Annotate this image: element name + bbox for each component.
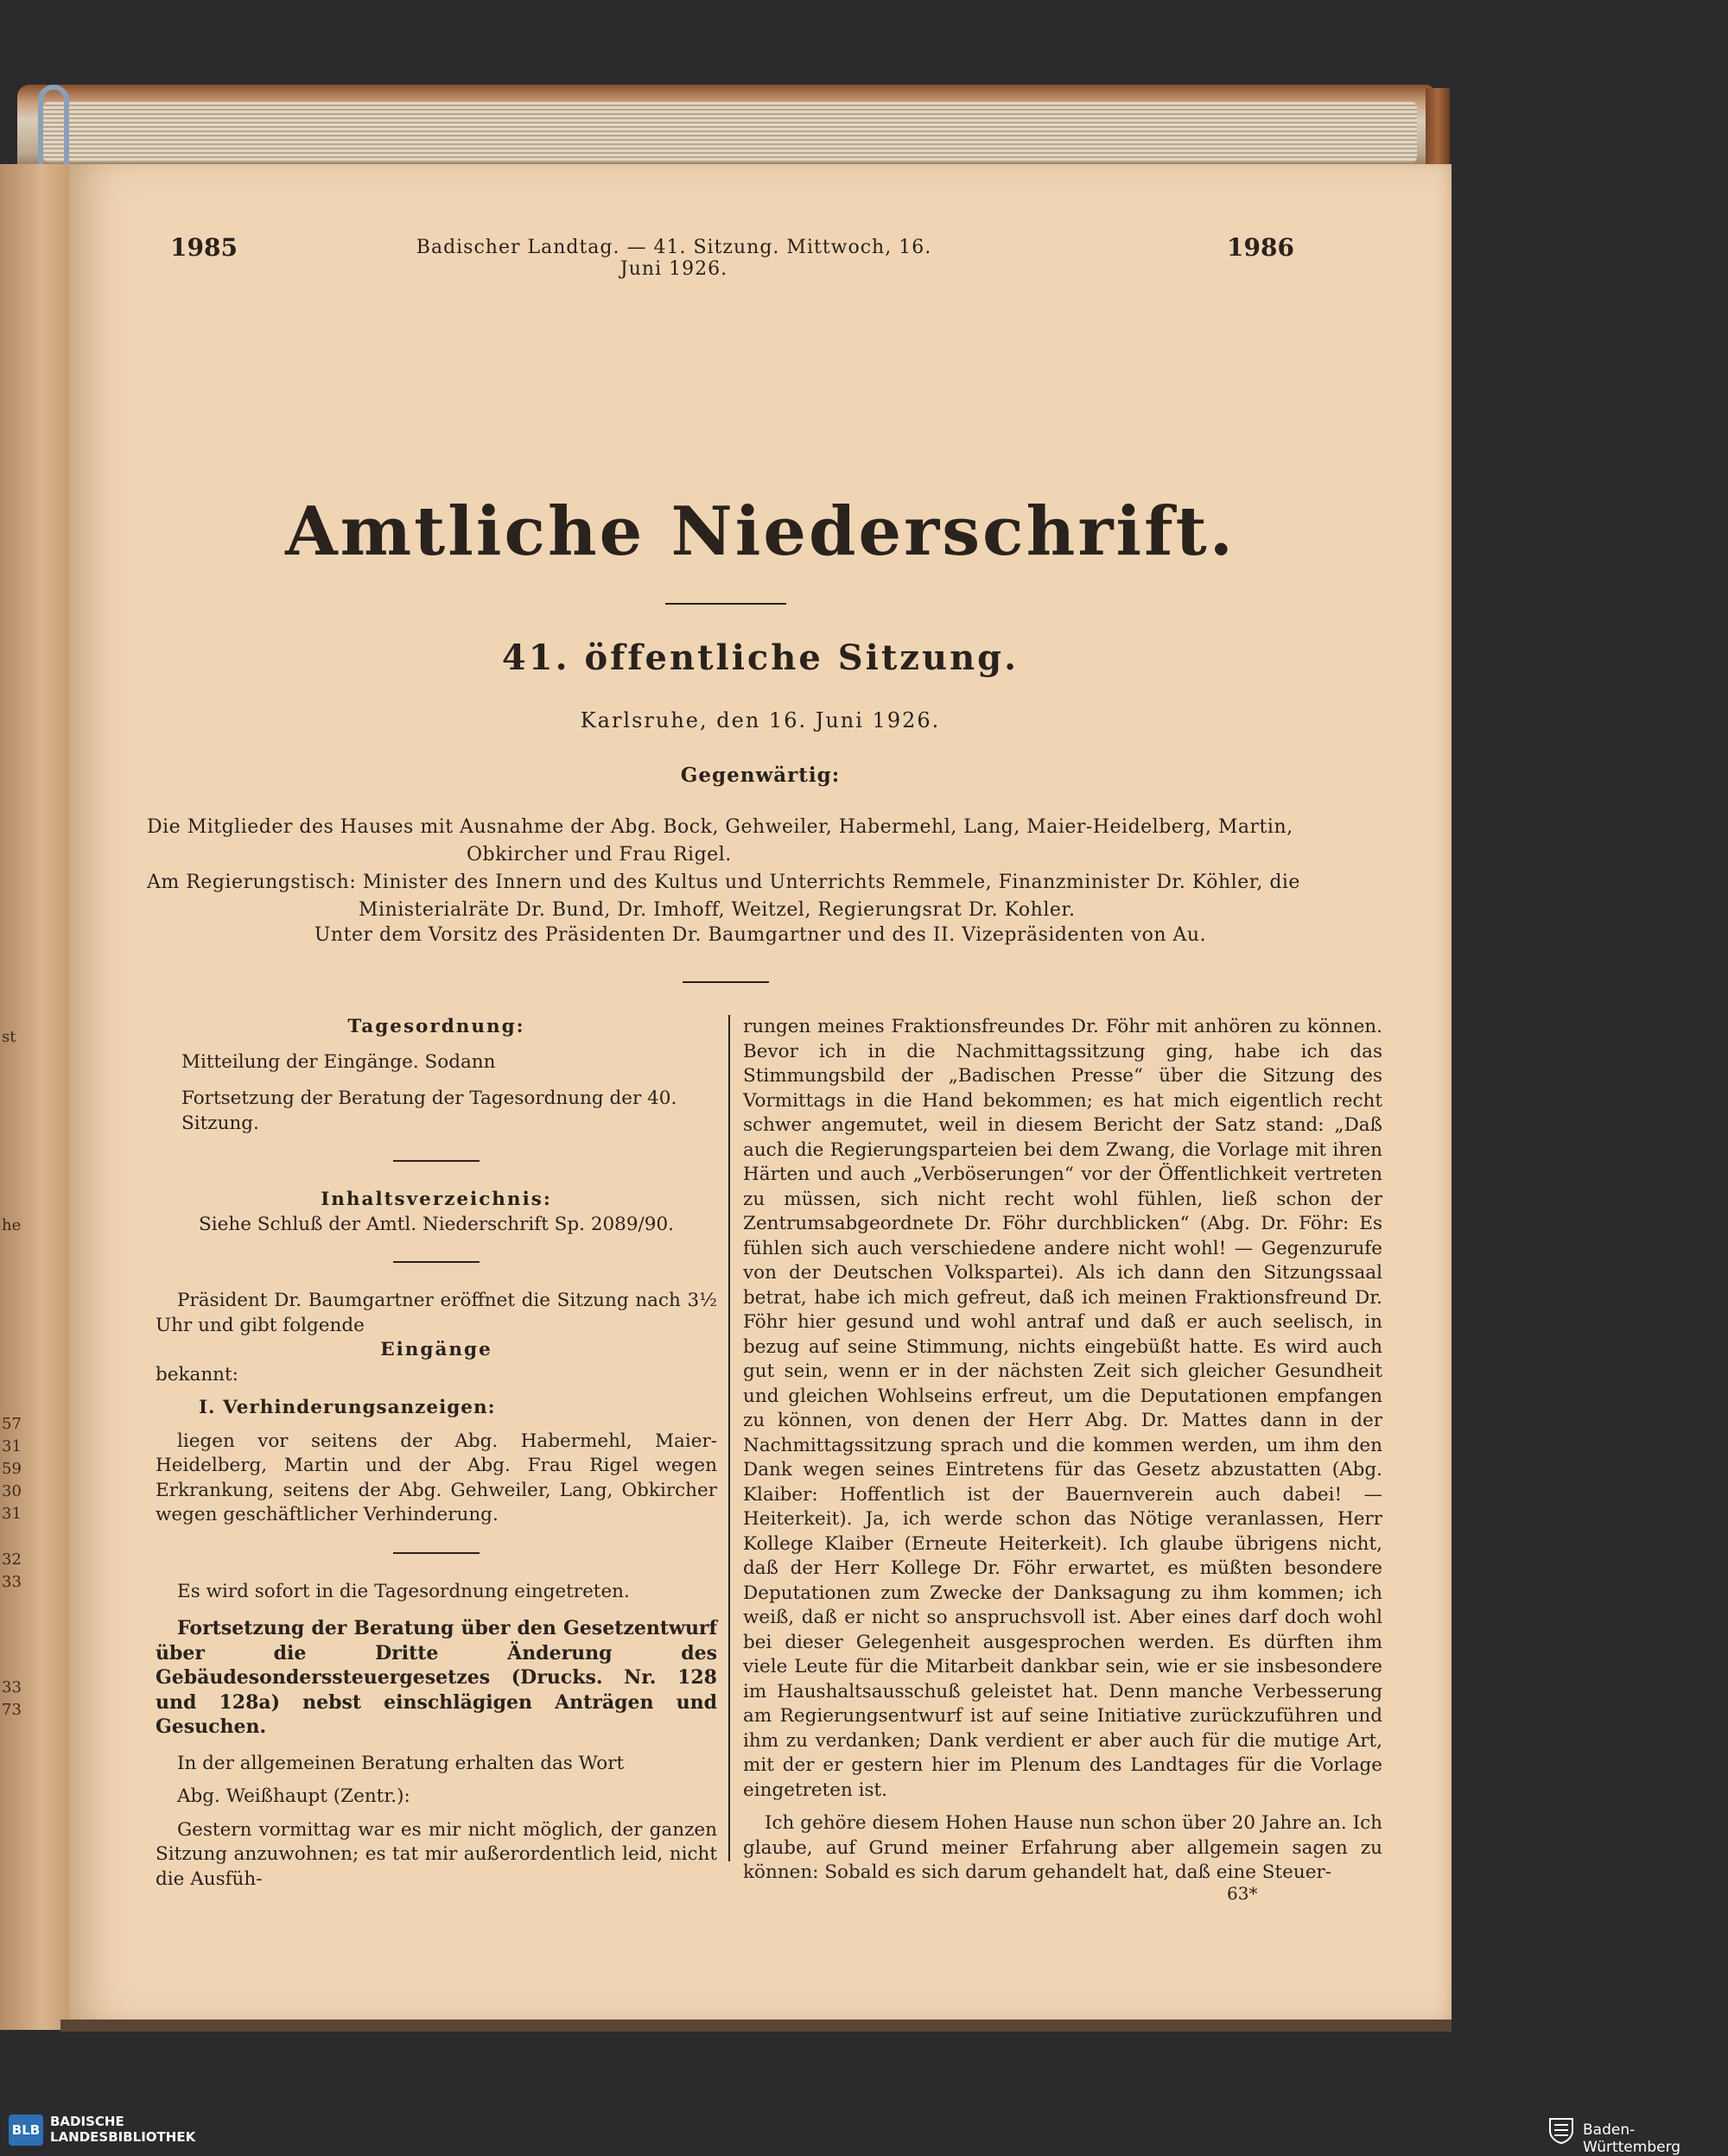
hindrance-text: liegen vor seitens der Abg. Habermehl, Maier-Heidelberg, Martin und der Abg. Frau Rigel wegen Erkrankung, seitens der Abg. Gehweiler, Lang, Obkircher wegen geschäftlicher Verhinderung.: [156, 1430, 717, 1525]
running-head: Badischer Landtag. — 41. Sitzung. Mittwoch, 16. Juni 1926.: [416, 237, 932, 280]
speaker: Abg. Weißhaupt (Zentr.):: [177, 1785, 410, 1807]
right-column: [743, 1015, 1382, 1894]
incoming-heading: Eingänge: [380, 1339, 492, 1360]
document-page: [69, 164, 1452, 2021]
edge-fragment: 30: [2, 1482, 22, 1500]
book-bottom-edge: [60, 2020, 1452, 2032]
place-date: Karlsruhe, den 16. Juni 1926.: [580, 708, 941, 732]
edge-fragment: 31: [2, 1505, 22, 1523]
incoming-after: bekannt:: [156, 1363, 238, 1386]
page-number-right: 1986: [1227, 233, 1294, 262]
edge-fragment: 32: [2, 1550, 22, 1569]
contents-text: Siehe Schluß der Amtl. Niederschrift Sp. 2089/90.: [199, 1213, 674, 1235]
left-page-edge: [0, 164, 73, 2030]
government-bench: [147, 869, 1391, 924]
edge-fragment: 33: [2, 1573, 22, 1591]
divider: [393, 1552, 480, 1554]
contents-heading: Inhaltsverzeichnis:: [321, 1189, 552, 1210]
blb-name[interactable]: [50, 2114, 195, 2145]
general-debate: In der allgemeinen Beratung erhalten das Wort: [177, 1752, 625, 1774]
column-divider: [728, 1015, 730, 1861]
page-stack: [43, 102, 1417, 162]
divider: [393, 1261, 480, 1263]
government-line-2: Ministerialräte Dr. Bund, Dr. Imhoff, Weitzel, Regierungsrat Dr. Kohler.: [359, 899, 1076, 921]
edge-fragment: 57: [2, 1415, 22, 1433]
edge-fragment: 59: [2, 1460, 22, 1478]
agenda-item-1: Mitteilung der Eingänge. Sodann: [181, 1050, 496, 1073]
members-line-1: Die Mitglieder des Hauses mit Ausnahme der Abg. Bock, Gehweiler, Habermehl, Lang, Maier-Heidelberg, Martin,: [147, 816, 1293, 838]
book-top-edge: [17, 85, 1434, 171]
footer-bar: [0, 2108, 1728, 2151]
agenda-heading: Tagesordnung:: [347, 1016, 525, 1037]
baden-wuerttemberg-crest-icon: [1547, 2115, 1576, 2145]
edge-fragment: he: [2, 1216, 22, 1234]
header-rule: [683, 981, 769, 983]
government-line-1: Am Regierungstisch: Minister des Innern und des Kultus und Unterrichts Remmele, Finanzminister Dr. Köhler, die: [147, 872, 1300, 893]
speech-paragraph-2: Ich gehöre diesem Hohen Hause nun schon über 20 Jahre an. Ich glaube, auf Grund meiner Erfahrung aber allgemein sagen zu können: Sobald es sich darum gehandelt hat, daß eine Steuer-: [743, 1812, 1382, 1883]
chair-line: Unter dem Vorsitz des Präsidenten Dr. Baumgartner und des II. Vizepräsidenten von Au.: [314, 924, 1207, 946]
blb-name-line-1: BADISCHE: [50, 2114, 124, 2129]
blb-name-line-2: LANDESBIBLIOTHEK: [50, 2129, 196, 2145]
divider: [393, 1160, 480, 1162]
hindrance-heading: I. Verhinderungsanzeigen:: [199, 1397, 496, 1418]
signature-mark: 63*: [1227, 1883, 1258, 1904]
members-present: [147, 814, 1391, 869]
edge-fragment: 73: [2, 1701, 22, 1719]
document-title: Amtliche Niederschrift.: [285, 492, 1236, 571]
page-number-left: 1985: [170, 233, 238, 262]
speech-paragraph-1: rungen meines Fraktionsfreundes Dr. Föhr mit anhören zu können. Bevor ich in die Nachmittagssitzung ging, habe ich das Stimmungsbild der „Badischen Presse“ über die Sitzung des Vormittags in die Hand bekommen; es hat mich eigentlich recht schwer angemutet, weil in diesem Bericht der Satz stand: „Daß auch die Regierungsparteien bei dem Zwang, die Vorlage mit ihren Härten und auch „Verböserungen“ vor der Öffentlichkeit vertreten zu müssen, sich nicht recht wohl fühlen, ließ schon der Zentrumsabgeordnete Dr. Föhr durchblicken“ (Abg. Dr. Föhr: Es fühlen sich auch verschiedene andere nicht wohl! — Gegenzurufe von der Deutschen Volkspartei). Als ich dann den Sitzungssaal betrat, habe ich mich gefreut, daß ich meinen Fraktionsfreund Dr. Föhr hier gesund und wohl antraf und daß er auch seelisch, in bezug auf seine Stimmung, nichts eingebüßt hatte. Es wird auch gut sein, wenn er in der nächsten Zeit sich gleicher Gesundheit und gleichen Wohlseins erfreut, um die Deputationen empfangen zu können, von denen der Herr Abg. Dr. Mattes dann in der Nachmittagssitzung sprach und die kommen werden, um ihm den Dank wegen seines Eintretens für das Gesetz abzustatten (Abg. Klaiber: Hoffentlich ist der Bauernverein auch dabei! — Heiterkeit). Ja, ich werde schon das Nötige veranlassen, Herr Kollege Klaiber (Erneute Heiterkeit). Ich glaube übrigens nicht, daß der Herr Kollege Dr. Föhr erwartet, es müßten besondere Deputationen zum Zwecke der Danksagung zu ihm kommen; ich weiß, daß er nicht so anspruchsvoll ist. Aber eines darf doch wohl bei dieser Gelegenheit ausgesprochen werden. Es dürften ihm viele Leute für die Mitarbeit dankbar sein, wie er sie insbesondere im Haushaltsausschuß geleistet hat. Denn manche Verbesserung am Regierungsentwurf ist auf seine Initiative zurückzuführen und ihm zu verdanken; Dank verdient er aber auch für die mutige Art, mit der er gestern hier im Plenum des Landtages für die Vorlage eingetreten ist.: [743, 1016, 1382, 1801]
president-opening: Präsident Dr. Baumgartner eröffnet die Sitzung nach 3½ Uhr und gibt folgende: [156, 1290, 717, 1336]
members-line-2: Obkircher und Frau Rigel.: [467, 844, 732, 866]
edge-fragment: 31: [2, 1437, 22, 1455]
agenda-item-2: Fortsetzung der Beratung der Tagesordnung der 40. Sitzung.: [181, 1088, 677, 1134]
bw-label[interactable]: Baden-Württemberg: [1583, 2121, 1681, 2156]
present-heading: Gegenwärtig:: [680, 764, 841, 787]
blb-logo[interactable]: BLB: [9, 2115, 43, 2146]
speech-start: Gestern vormittag war es mir nicht möglich, der ganzen Sitzung anzuwohnen; es tat mir außerordentlich leid, nicht die Ausfüh-: [156, 1818, 717, 1890]
title-rule: [665, 603, 786, 605]
page-header: [69, 233, 1452, 280]
continuation-heading: Fortsetzung der Beratung über den Gesetzentwurf über die Dritte Änderung des Gebäudesonderssteuergesetzes (Drucks. Nr. 128 und 128a) nebst einschlägigen Anträgen und Gesuchen.: [156, 1617, 717, 1738]
session-title: 41. öffentliche Sitzung.: [501, 637, 1020, 678]
edge-fragment: st: [2, 1028, 16, 1046]
agenda-entered: Es wird sofort in die Tagesordnung eingetreten.: [177, 1580, 630, 1602]
left-column: [156, 1015, 717, 1900]
edge-fragment: 33: [2, 1678, 22, 1696]
